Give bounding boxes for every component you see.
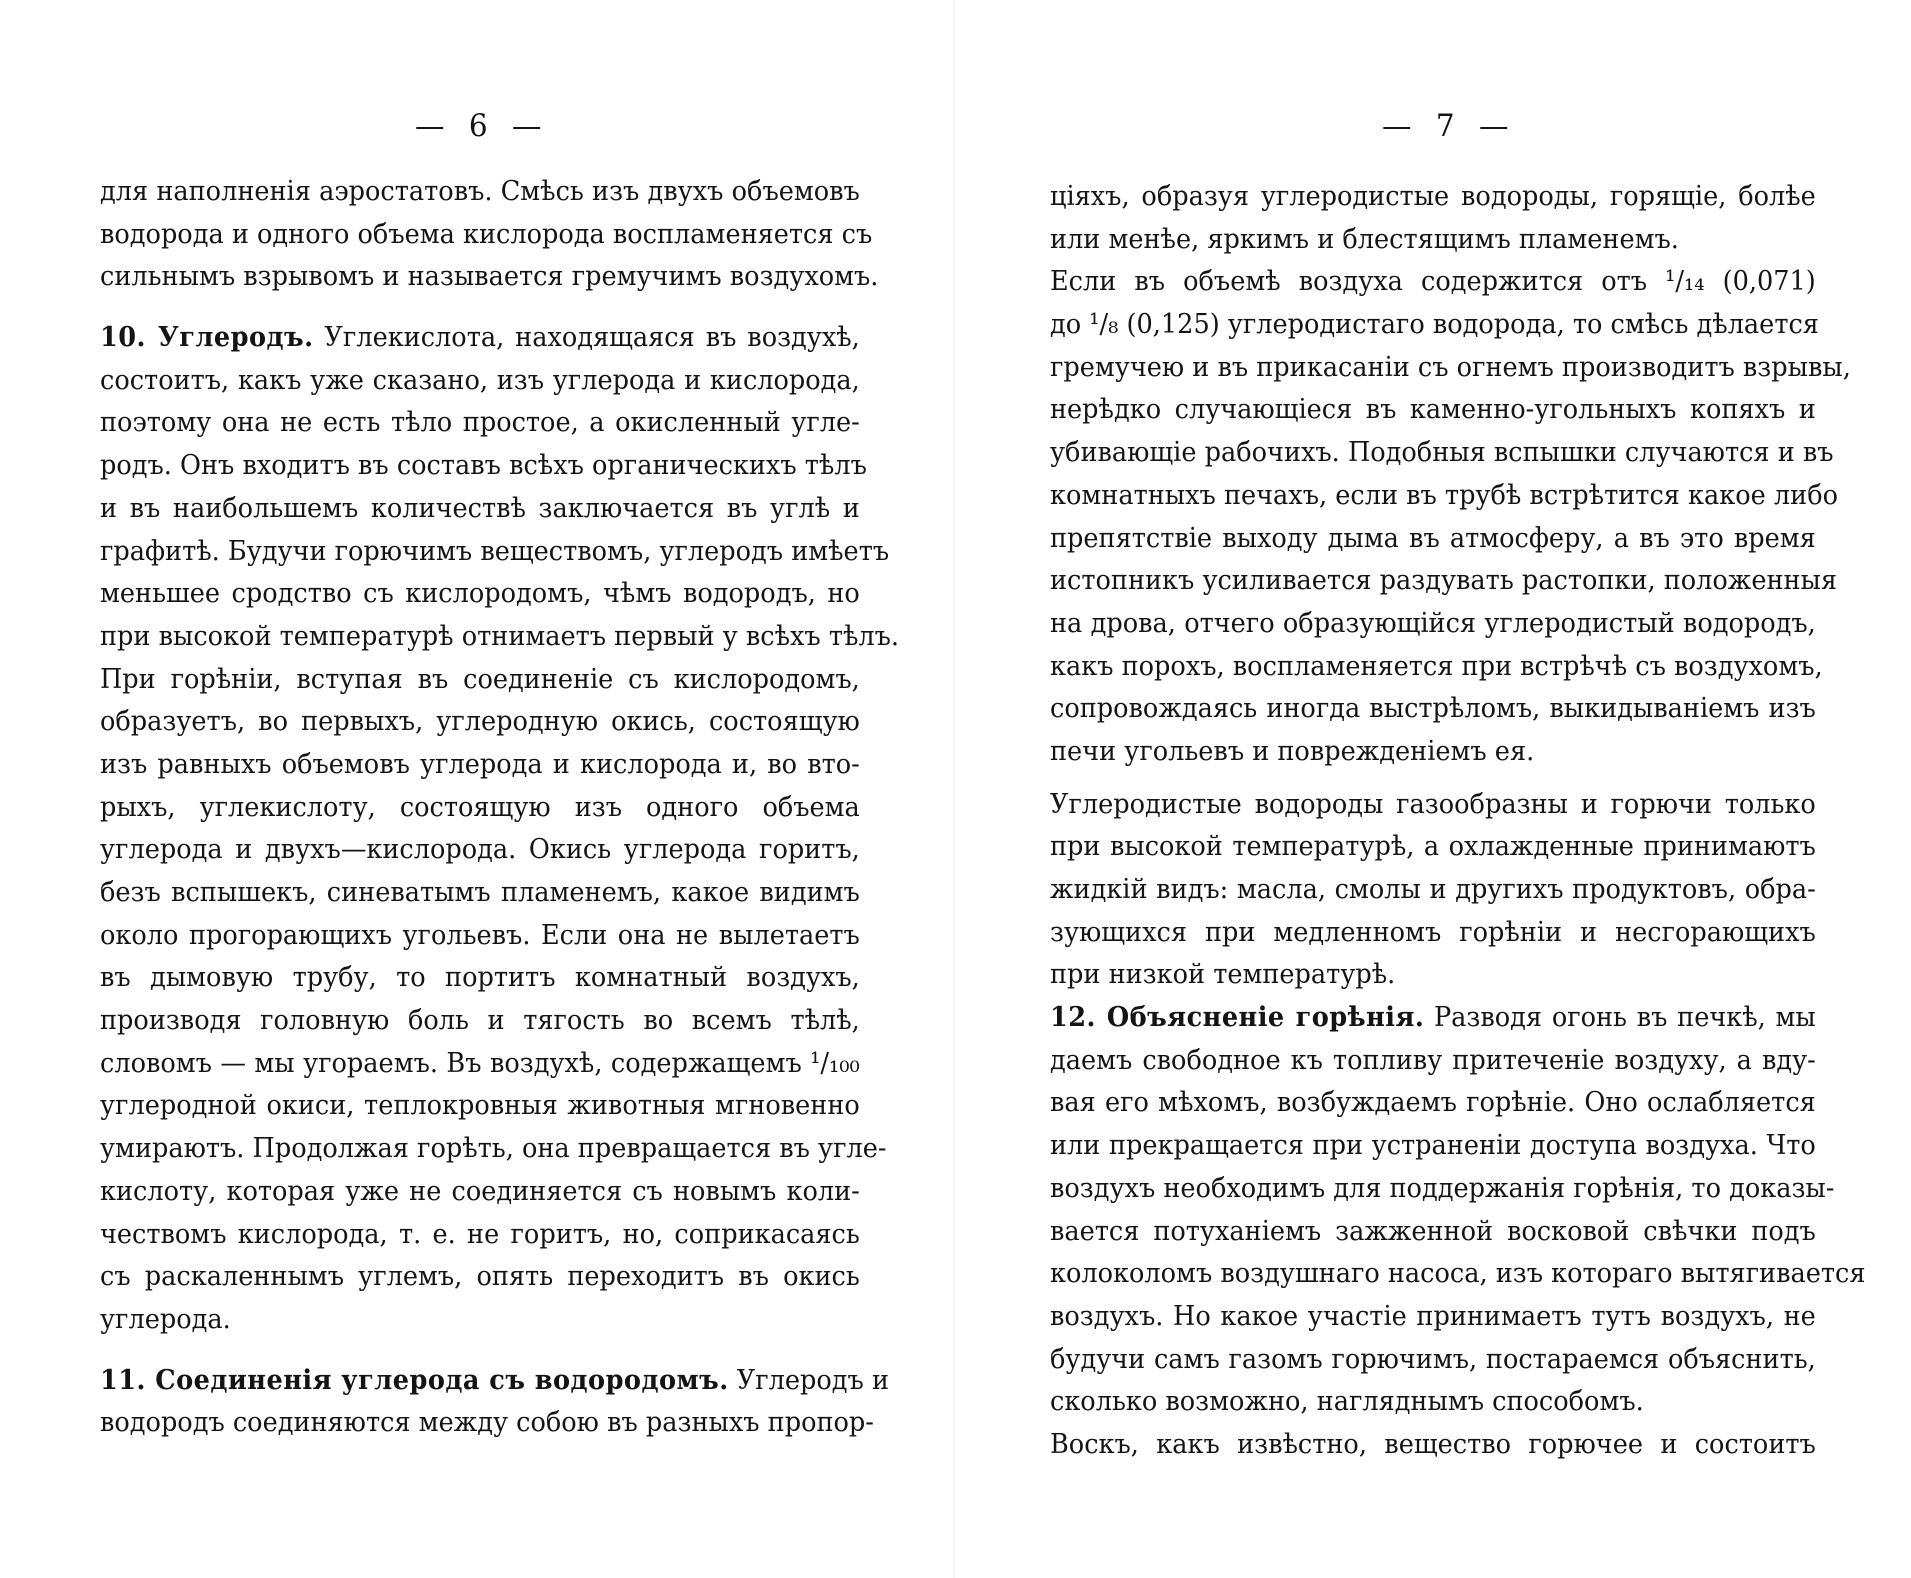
text-line: безъ вспышекъ, синеватымъ пламенемъ, какое видимъ [100,876,860,908]
left-page [0,0,955,1578]
text-line: вая его мѣхомъ, возбуждаемъ горѣніе. Оно ослабляется [1050,1086,1816,1119]
text-line: съ раскаленнымъ углемъ, опять переходитъ въ окись [100,1260,860,1293]
section-12-heading: 12. Объясненіе горѣнія. [1050,1001,1425,1034]
text-line: родъ. Онъ входитъ въ составъ всѣхъ органическихъ тѣлъ [100,449,867,482]
text-line: комнатныхъ печахъ, если въ трубѣ встрѣтится какое либо [1050,478,1839,511]
text-line: гремучею и въ прикасаніи съ огнемъ производитъ взрывы, [1050,350,1851,383]
text-line: даемъ свободное къ топливу притеченіе воздуху, а вду- [1050,1043,1816,1076]
text-line: до ¹/₈ (0,125) углеродистаго водорода, то смѣсь дѣлается [1050,308,1819,341]
text-line: при высокой температурѣ, а охлажденные принимаютъ [1050,830,1816,863]
text-line: Если въ объемѣ воздуха содержится отъ ¹/₁₄ (0,071) [1050,265,1816,298]
text-line: будучи самъ газомъ горючимъ, постараемся объяснить, [1050,1342,1816,1375]
text-line: ціяхъ, образуя углеродистые водороды, горящіе, болѣе [1050,180,1816,212]
left-page-text [100,170,900,1444]
text-line: меньшее сродство съ кислородомъ, чѣмъ водородъ, но [100,577,860,610]
text-line: кислоту, которая уже не соединяется съ новымъ коли- [100,1174,860,1207]
text-line: вается потуханіемъ зажженной восковой свѣчки подъ [1050,1214,1816,1247]
text-line: и въ наибольшемъ количествѣ заключается въ углѣ и [100,491,860,524]
section-10-first-line [100,316,860,359]
text-line: воздухъ необходимъ для поддержанія горѣнія, то доказы- [1050,1171,1835,1204]
text-line: графитѣ. Будучи горючимъ веществомъ, углеродъ имѣетъ [100,534,890,567]
text-line: при низкой температурѣ. [1050,958,1396,991]
text-line: убивающіе рабочихъ. Подобныя вспышки случаются и въ [1050,436,1834,469]
text-line: печи угольевъ и поврежденіемъ ея. [1050,734,1535,767]
text-span: Углеродъ и [736,1363,889,1396]
text-line: на дрова, отчего образующійся углеродистый водородъ, [1050,606,1816,639]
text-line: рыхъ, углекислоту, состоящую изъ одного объема [100,790,860,823]
section-12-first-line [1050,996,1816,1039]
text-line: при высокой температурѣ отнимаетъ первый у всѣхъ тѣлъ. [100,619,900,652]
text-line: Углеродистые водороды газообразны и горючи только [1050,787,1816,820]
text-line: умираютъ. Продолжая горѣть, она превращается въ угле- [100,1132,887,1165]
text-span: Углекислота, находящаяся въ воздухѣ, [324,321,860,354]
text-line: сколько возможно, нагляднымъ способомъ. [1050,1385,1644,1418]
text-line: углерода и двухъ—кислорода. Окись углерода горитъ, [100,833,860,866]
text-line: препятствіе выходу дыма въ атмосферу, а въ это время [1050,521,1816,554]
text-span: Разводя огонь въ печкѣ, мы [1433,1001,1816,1034]
text-line: углеродной окиси, теплокровныя животныя мгновенно [100,1089,860,1122]
text-line: истопникъ усиливается раздувать растопки, положенныя [1050,564,1838,597]
text-line: чествомъ кислорода, т. е. не горитъ, но, соприкасаясь [100,1217,860,1250]
text-line: водородъ соединяются между собою въ разныхъ пропор- [100,1406,874,1439]
text-line: производя головную боль и тягость во всемъ тѣлѣ, [100,1004,860,1037]
text-line: Воскъ, какъ извѣстно, вещество горючее и состоитъ [1050,1427,1816,1460]
text-line: сильнымъ взрывомъ и называется гремучимъ воздухомъ. [100,260,879,293]
text-line: какъ порохъ, воспламеняется при встрѣчѣ съ воздухомъ, [1050,649,1823,682]
text-line: въ дымовую трубу, то портитъ комнатный воздухъ, [100,961,860,994]
section-11-heading: 11. Соединенія углерода съ водородомъ. [100,1363,729,1396]
text-line: около прогорающихъ угольевъ. Если она не вылетаетъ [100,918,860,951]
page-number-right: — 7 — [1382,108,1511,144]
section-10-heading: 10. Углеродъ. [100,321,314,354]
text-line: для наполненія аэростатовъ. Смѣсь изъ двухъ объемовъ [100,175,860,207]
page-number-left: — 6 — [415,108,544,144]
text-line: или прекращается при устраненіи доступа воздуха. Что [1050,1129,1816,1162]
text-line: сопровождаясь иногда выстрѣломъ, выкидываніемъ изъ [1050,692,1816,725]
text-line: нерѣдко случающіеся въ каменно-угольныхъ копяхъ и [1050,393,1816,426]
text-line: поэтому она не есть тѣло простое, а окисленный угле- [100,406,860,439]
text-line: изъ равныхъ объемовъ углерода и кислорода и, во вто- [100,747,860,780]
right-page [955,0,1911,1578]
text-line: состоитъ, какъ уже сказано, изъ углерода и кислорода, [100,363,860,396]
text-line: водорода и одного объема кислорода воспламеняется съ [100,217,873,250]
text-line: При горѣніи, вступая въ соединеніе съ кислородомъ, [100,662,860,695]
text-line: воздухъ. Но какое участіе принимаетъ тутъ воздухъ, не [1050,1299,1816,1332]
text-line: углерода. [100,1302,231,1335]
text-line: колоколомъ воздушнаго насоса, изъ котораго вытягивается [1050,1257,1866,1290]
section-11-first-line [100,1359,889,1402]
right-page-text [1050,175,1866,1466]
text-line: или менѣе, яркимъ и блестящимъ пламенемъ. [1050,222,1679,255]
text-line: зующихся при медленномъ горѣніи и несгорающихъ [1050,915,1816,948]
text-line: жидкій видъ: масла, смолы и другихъ продуктовъ, обра- [1050,873,1816,905]
text-line: словомъ — мы угораемъ. Въ воздухѣ, содержащемъ ¹/₁₀₀ [100,1046,860,1079]
text-line: образуетъ, во первыхъ, углеродную окись, состоящую [100,705,860,738]
